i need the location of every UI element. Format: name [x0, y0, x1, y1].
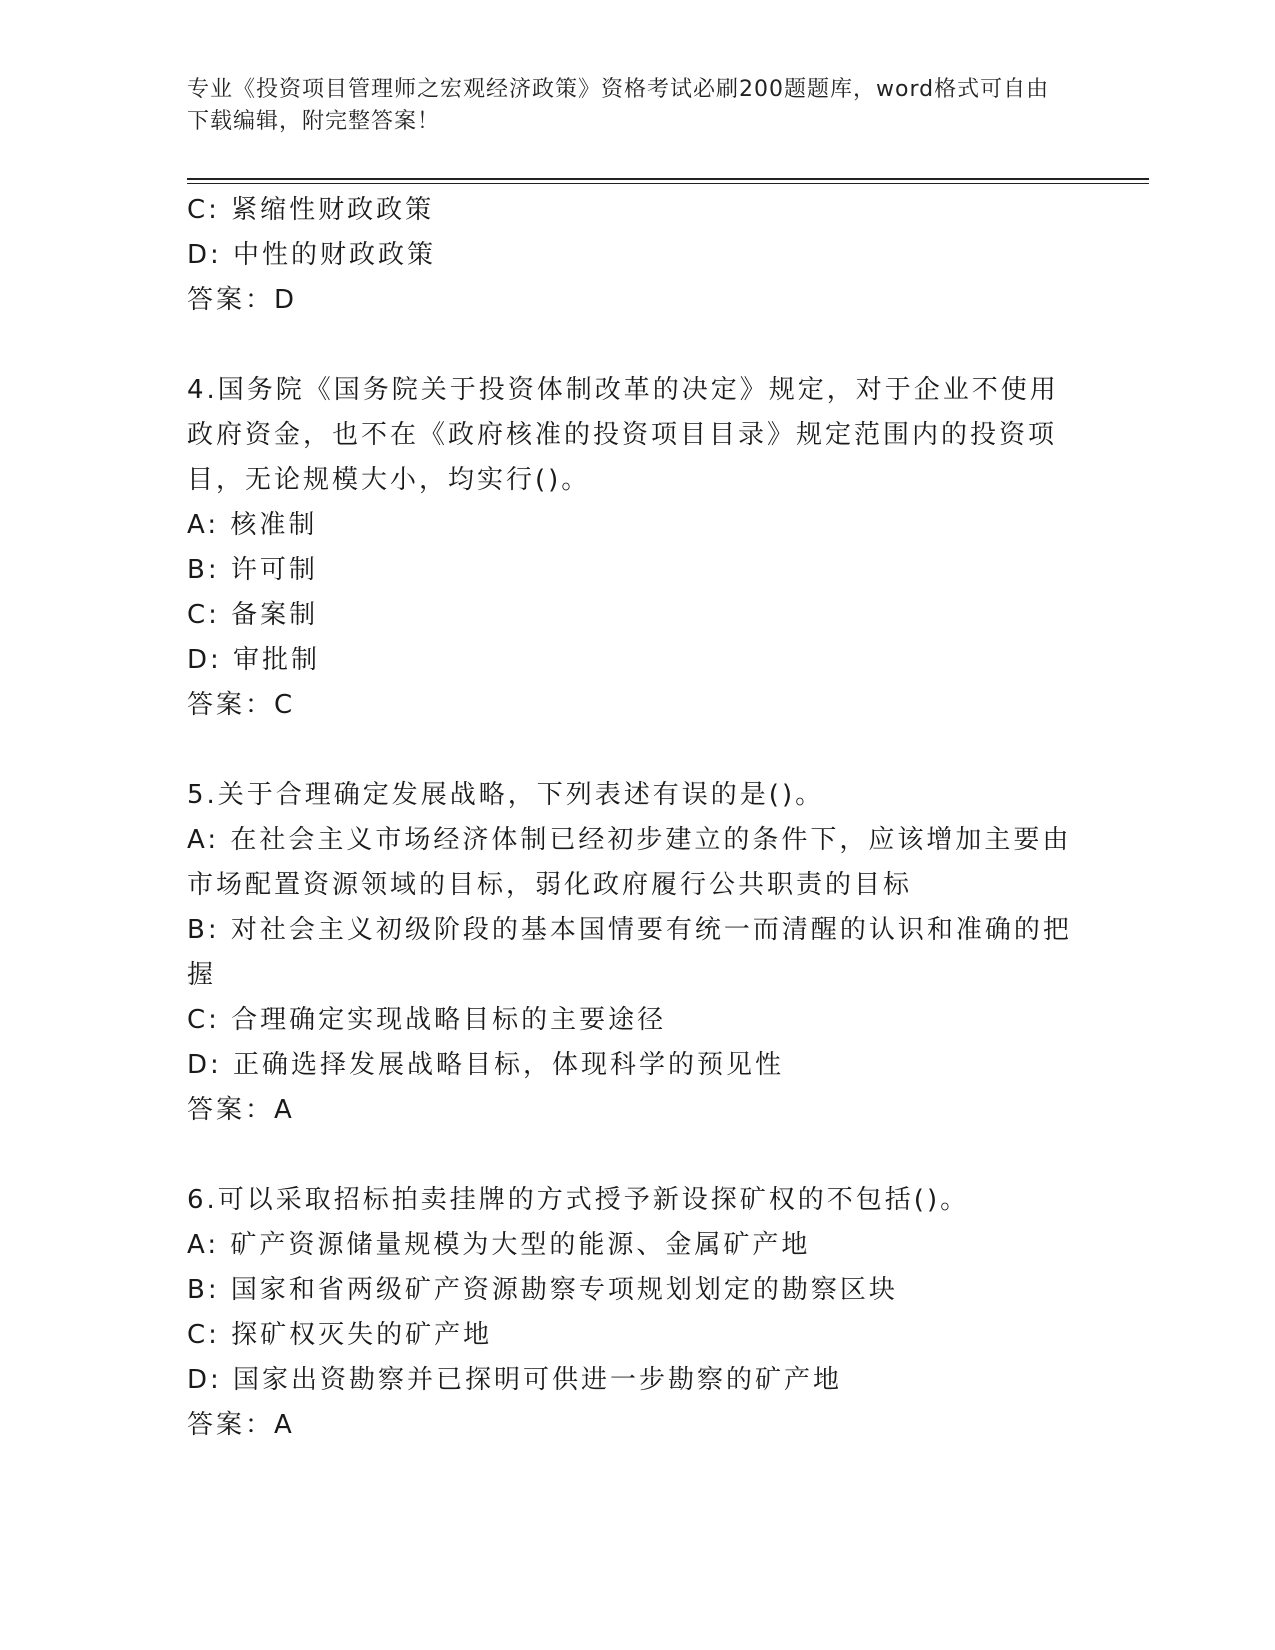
option-d: D: 中性的财政政策 — [187, 240, 437, 270]
option-a: A: 核准制 — [187, 510, 318, 540]
option-b: B: 对社会主义初级阶段的基本国情要有统一而清醒的认识和准确的把握 — [187, 915, 1072, 990]
header-divider-thin — [187, 183, 1149, 184]
answer-line: 答案：D — [187, 285, 298, 315]
option-b: B: 国家和省两级矿产资源勘察专项规划划定的勘察区块 — [187, 1275, 898, 1305]
answer-line: 答案：C — [187, 690, 296, 720]
question-stem: 4.国务院《国务院关于投资体制改革的决定》规定，对于企业不使用政府资金，也不在《政府核准的投资项目目录》规定范围内的投资项目，无论规模大小，均实行()。 — [187, 375, 1059, 495]
spacer — [187, 1133, 1087, 1178]
answer-line: 答案：A — [187, 1095, 295, 1125]
question-6 — [187, 1178, 1087, 1448]
option-d: D: 国家出资勘察并已探明可供进一步勘察的矿产地 — [187, 1365, 843, 1395]
header-divider-thick — [187, 178, 1149, 180]
answer-line: 答案：A — [187, 1410, 295, 1440]
spacer — [187, 323, 1087, 368]
option-d: D: 审批制 — [187, 645, 321, 675]
option-c: C: 紧缩性财政政策 — [187, 195, 435, 225]
question-stem: 5.关于合理确定发展战略，下列表述有误的是()。 — [187, 780, 825, 810]
option-c: C: 备案制 — [187, 600, 319, 630]
question-5 — [187, 773, 1087, 1133]
option-c: C: 探矿权灭失的矿产地 — [187, 1320, 493, 1350]
question-stem: 6.可以采取招标拍卖挂牌的方式授予新设探矿权的不包括()。 — [187, 1185, 970, 1215]
option-b: B: 许可制 — [187, 555, 318, 585]
option-d: D: 正确选择发展战略目标，体现科学的预见性 — [187, 1050, 785, 1080]
spacer — [187, 728, 1087, 773]
question-4 — [187, 368, 1087, 728]
option-a: A: 矿产资源储量规模为大型的能源、金属矿产地 — [187, 1230, 811, 1260]
question-3-continued — [187, 188, 1087, 323]
page-header-title: 专业《投资项目管理师之宏观经济政策》资格考试必刷200题题库，word格式可自由下载编辑，附完整答案！ — [187, 77, 1050, 134]
question-content — [187, 188, 1087, 1448]
option-a: A: 在社会主义市场经济体制已经初步建立的条件下，应该增加主要由市场配置资源领域的目标，弱化政府履行公共职责的目标 — [187, 825, 1072, 900]
option-c: C: 合理确定实现战略目标的主要途径 — [187, 1005, 667, 1035]
